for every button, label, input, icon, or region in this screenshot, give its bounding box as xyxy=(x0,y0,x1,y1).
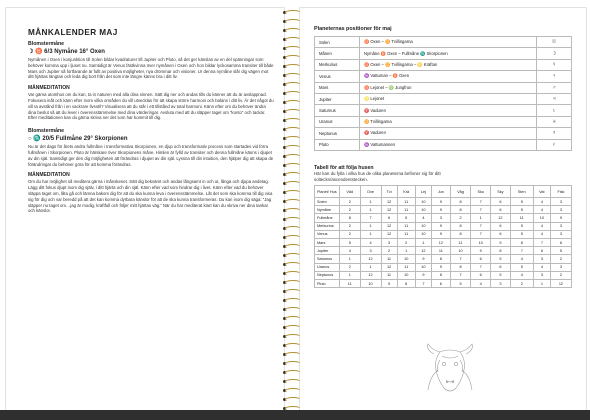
table-cell: 7 xyxy=(471,198,491,206)
table-cell: 12 xyxy=(381,230,397,238)
column-header: Sko xyxy=(471,186,491,198)
table-cell: 9 xyxy=(431,222,450,230)
table-cell: 10 xyxy=(533,214,550,222)
table-cell: 8 xyxy=(450,230,471,238)
table-row xyxy=(315,198,572,206)
table-row xyxy=(315,271,572,279)
moon-date: ☽ ♉ 6/3 Nymåne 16° Oxen xyxy=(28,49,105,55)
table-cell: 6 xyxy=(471,271,491,279)
bull-illustration xyxy=(420,340,480,400)
planet-name: Pluto xyxy=(315,139,360,150)
position-row xyxy=(315,128,572,139)
planet-name: Jupiter xyxy=(315,93,360,104)
position-row xyxy=(315,71,572,82)
table-cell: 5 xyxy=(491,255,510,263)
position-row xyxy=(315,48,572,59)
table-cell: 3 xyxy=(550,206,571,214)
column-header: Oxe xyxy=(360,186,381,198)
table-cell: 11 xyxy=(510,214,533,222)
table-cell: 9 xyxy=(491,239,510,247)
table-cell: 7 xyxy=(415,279,431,287)
table-cell: 1 xyxy=(360,206,381,214)
table-cell: 11 xyxy=(397,263,415,271)
table-cell: 2 xyxy=(450,214,471,222)
table-cell: 2 xyxy=(510,279,533,287)
table-row xyxy=(315,230,572,238)
table-cell: 1 xyxy=(360,222,381,230)
table-cell: 5 xyxy=(550,247,571,255)
planet-position: ♈ Vaduren xyxy=(360,128,537,139)
planet-position: ♊ Tvillingarna xyxy=(360,116,537,127)
row-label: Fullmåne xyxy=(315,214,340,222)
planet-position: ♈ Vaduren xyxy=(360,105,537,116)
table-cell: 3 xyxy=(491,279,510,287)
table-cell: 3 xyxy=(431,214,450,222)
table-cell: 12 xyxy=(381,222,397,230)
table-cell: 6 xyxy=(431,279,450,287)
table-cell: 3 xyxy=(533,255,550,263)
table-cell: 11 xyxy=(397,206,415,214)
table-cell: 2 xyxy=(397,239,415,247)
planet-symbol-icon: ♂ xyxy=(537,82,572,93)
table-cell: 8 xyxy=(431,271,450,279)
table-cell: 3 xyxy=(550,230,571,238)
planet-symbol-icon: ☉ xyxy=(537,37,572,48)
table-cell: 5 xyxy=(510,263,533,271)
row-label: Saturnus xyxy=(315,255,340,263)
table-cell: 11 xyxy=(431,247,450,255)
table-cell: 8 xyxy=(397,279,415,287)
row-label: Nymåne xyxy=(315,206,340,214)
table-cell: 12 xyxy=(381,263,397,271)
table-cell: 11 xyxy=(397,230,415,238)
table-cell: 4 xyxy=(471,279,491,287)
position-row xyxy=(315,139,572,150)
table-cell: 11 xyxy=(450,239,471,247)
table-cell: 12 xyxy=(550,279,571,287)
row-label: Solen xyxy=(315,198,340,206)
table-cell: 12 xyxy=(491,214,510,222)
column-header: Våg xyxy=(450,186,471,198)
table-cell: 10 xyxy=(397,255,415,263)
table-cell: 9 xyxy=(381,279,397,287)
table-row xyxy=(315,206,572,214)
column-header: Vat xyxy=(533,186,550,198)
table-cell: 1 xyxy=(471,214,491,222)
table-cell: 2 xyxy=(340,198,361,206)
table-cell: 6 xyxy=(491,222,510,230)
table-cell: 3 xyxy=(550,263,571,271)
table-cell: 5 xyxy=(491,271,510,279)
table-cell: 12 xyxy=(431,239,450,247)
table-cell: 1 xyxy=(360,230,381,238)
row-label: Venus xyxy=(315,230,340,238)
table-cell: 5 xyxy=(397,214,415,222)
planet-position: ♌ Lejonet xyxy=(360,93,537,104)
table-cell: 10 xyxy=(415,222,431,230)
table-cell: 6 xyxy=(533,247,550,255)
planet-symbol-icon: ♇ xyxy=(537,139,572,150)
table-cell: 8 xyxy=(450,206,471,214)
meditation-text: Om du har möjlighet så meditera gärna i månskenet. Sätt dig bekvämt och andas långsamt in och ut, långa och djupa andetag. Lägg ditt fokus djupt inom dig själv, i ditt hjärta och din själ. Känn efter vad som hindrar dig i livet. Känn efter vad du behöver släppa taget om, låta gå och lämna bakom dig för att du ska kunna leva i överensstämmelse. Låt det som ska komma till dig visa sig för dig och var beredd på att det kan komma dyrbara känslor för att de ska kunna transformeras. Du kan inom dig säga: ”Jag släpper nu taget om…jag är modig, kraftfull och följer mitt hjärtas väg.” När du har mediterat klart kan du skriva ner dina tankar och känslor. xyxy=(28,179,273,214)
position-row xyxy=(315,93,572,104)
planet-symbol-icon: ☿ xyxy=(537,59,572,70)
table-cell: 5 xyxy=(510,230,533,238)
table-cell: 6 xyxy=(381,214,397,222)
table-cell: 4 xyxy=(533,198,550,206)
table-cell: 7 xyxy=(533,239,550,247)
table-cell: 7 xyxy=(471,263,491,271)
table-row xyxy=(315,279,572,287)
table-cell: 10 xyxy=(450,247,471,255)
table-cell: 2 xyxy=(550,271,571,279)
table-cell: 4 xyxy=(533,206,550,214)
table-cell: 7 xyxy=(450,271,471,279)
table-cell: 12 xyxy=(381,206,397,214)
table-cell: 10 xyxy=(471,239,491,247)
table-cell: 4 xyxy=(533,222,550,230)
table-cell: 1 xyxy=(360,263,381,271)
table-row xyxy=(315,222,572,230)
positions-table xyxy=(314,36,572,151)
meditation-heading: MÅNMEDITATION xyxy=(28,172,70,179)
table-cell: 8 xyxy=(450,198,471,206)
column-header: Krä xyxy=(397,186,415,198)
page-title: MÅNKALENDER MAJ xyxy=(28,28,118,37)
planet-symbol-icon: ☽ xyxy=(537,48,572,59)
position-row xyxy=(315,116,572,127)
table-cell: 3 xyxy=(550,198,571,206)
table-cell: 11 xyxy=(381,271,397,279)
table-cell: 4 xyxy=(533,263,550,271)
planet-position: ♒ Vattumannen xyxy=(360,139,537,150)
house-table-header xyxy=(315,186,572,198)
table-cell: 11 xyxy=(397,198,415,206)
table-cell: 6 xyxy=(491,206,510,214)
section-body: Nymånen i Oxen i konjunktion till Solen bildar kvadraturer till Jupiter och Pluto, så det ger känslan av en del spänningar som behöver komma upp i ljuset nu. Samtidigt är Venus fästkvinna över nymånen i Oxen och hon bildar lyckosamma transiter till både Mars och Jupiter så fortfarande är fullt av positiva möjligheter, nya drömmar och visioner. Ur denna nymåne slår dig vägen mot ditt hjärtas längtan och leda dig bort från det som inte längre känns bra i ditt liv. xyxy=(28,57,274,80)
table-cell: 10 xyxy=(415,198,431,206)
planet-position: ♉ Lejonet – ♍ Jungfrun xyxy=(360,82,537,93)
planet-position: ♉ Oxen – ♊ Tvillingarna xyxy=(360,37,537,48)
table-cell: 5 xyxy=(510,206,533,214)
table-cell: 2 xyxy=(340,263,361,271)
column-header: Sky xyxy=(491,186,510,198)
left-page xyxy=(6,8,284,410)
table-cell: 1 xyxy=(415,239,431,247)
section-heading: Blomstermåne xyxy=(28,128,65,135)
table-cell: 9 xyxy=(431,198,450,206)
table-cell: 4 xyxy=(510,271,533,279)
table-cell: 7 xyxy=(450,255,471,263)
table-cell: 1 xyxy=(360,198,381,206)
column-header: Tvi xyxy=(381,186,397,198)
table-cell: 11 xyxy=(340,279,361,287)
table-cell: 9 xyxy=(431,206,450,214)
table-cell: 9 xyxy=(471,247,491,255)
row-label: Mars xyxy=(315,239,340,247)
section-heading: Blomstermåne xyxy=(28,41,65,47)
table-cell: 3 xyxy=(533,271,550,279)
desk-edge xyxy=(0,410,590,420)
planet-symbol-icon: ♅ xyxy=(537,116,572,127)
table-cell: 5 xyxy=(450,279,471,287)
column-header: Fisk xyxy=(550,186,571,198)
table-cell: 5 xyxy=(510,198,533,206)
table-cell: 2 xyxy=(550,255,571,263)
table-cell: 11 xyxy=(397,222,415,230)
table-cell: 6 xyxy=(491,198,510,206)
table-cell: 8 xyxy=(510,239,533,247)
table-row xyxy=(315,239,572,247)
house-table-description: Här kan du fylla i vilka hus de olika planeterna befinner sig för ditt solteckn/ascendentstecken. xyxy=(314,170,441,182)
table-cell: 6 xyxy=(491,263,510,271)
right-page xyxy=(300,8,586,410)
table-row xyxy=(315,214,572,222)
table-cell: 12 xyxy=(360,255,381,263)
table-cell: 7 xyxy=(471,222,491,230)
left-page-content xyxy=(28,28,274,216)
table-cell: 8 xyxy=(431,255,450,263)
planet-symbol-icon: ♄ xyxy=(537,105,572,116)
planet-position: ♒ Vattuman – ♉ Oxen xyxy=(360,71,537,82)
planet-symbol-icon: ♃ xyxy=(537,93,572,104)
table-cell: 10 xyxy=(415,206,431,214)
table-cell: 4 xyxy=(360,239,381,247)
table-cell: 2 xyxy=(340,222,361,230)
table-cell: 5 xyxy=(510,222,533,230)
table-cell: 4 xyxy=(510,255,533,263)
table-row xyxy=(315,247,572,255)
planet-name: Merkurius xyxy=(315,59,360,70)
table-cell: 8 xyxy=(450,222,471,230)
position-row xyxy=(315,59,572,70)
table-cell: 8 xyxy=(340,214,361,222)
row-label: Jupiter xyxy=(315,247,340,255)
section-body: Nu är det dags för årets andra fullmåne i transformativa Skorpionen, en djup och transformativ process som startades vid förra fullmånen i Skorpionen. Pluto är härskare över Skorpionens måne. Himlen är fylld av transiter och denna fullmåne känns i djupet av din själ. Samtidigt ger den dig möjligheten att förändras i djupet av din själ. Lyssna till din intuition, den hjälper dig att skapa de förändringar du behöver göra för att komma förändras. xyxy=(28,144,274,167)
position-row xyxy=(315,37,572,48)
position-row xyxy=(315,105,572,116)
planet-name: Saturnus xyxy=(315,105,360,116)
table-cell: 11 xyxy=(381,255,397,263)
table-cell: 1 xyxy=(340,255,361,263)
table-cell: 3 xyxy=(550,222,571,230)
table-cell: 4 xyxy=(415,214,431,222)
header-label: Planet/ Hus xyxy=(315,186,340,198)
moon-date: ○ ♏ 20/5 Fullmåne 29° Skorpionen xyxy=(28,136,128,143)
table-cell: 2 xyxy=(381,247,397,255)
table-cell: 3 xyxy=(360,247,381,255)
planet-name: Solen xyxy=(315,37,360,48)
table-row xyxy=(315,255,572,263)
table-cell: 10 xyxy=(397,271,415,279)
table-cell: 6 xyxy=(550,239,571,247)
house-table xyxy=(314,185,572,288)
table-cell: 1 xyxy=(340,271,361,279)
table-cell: 4 xyxy=(533,230,550,238)
house-section xyxy=(314,165,572,288)
table-cell: 9 xyxy=(550,214,571,222)
table-cell: 7 xyxy=(510,247,533,255)
table-cell: 3 xyxy=(381,239,397,247)
positions-title: Planeternas positioner för maj xyxy=(314,26,392,32)
planet-position: ♉ Oxen – ♊ Tvillingarna – ♋ Kräftan xyxy=(360,59,537,70)
table-cell: 7 xyxy=(471,206,491,214)
table-cell: 8 xyxy=(491,247,510,255)
table-cell: 12 xyxy=(360,271,381,279)
table-cell: 1 xyxy=(397,247,415,255)
column-header: Jun xyxy=(431,186,450,198)
planet-name: Mars xyxy=(315,82,360,93)
planet-symbol-icon: ♀ xyxy=(537,71,572,82)
column-header: Väd xyxy=(340,186,361,198)
planet-symbol-icon: ♆ xyxy=(537,128,572,139)
table-cell: 9 xyxy=(415,255,431,263)
table-cell: 7 xyxy=(471,230,491,238)
table-cell: 2 xyxy=(340,206,361,214)
table-cell: 7 xyxy=(360,214,381,222)
planet-name: Månen xyxy=(315,48,360,59)
column-header: Lej xyxy=(415,186,431,198)
row-label: Uranus xyxy=(315,263,340,271)
table-cell: 1 xyxy=(533,279,550,287)
table-row xyxy=(315,263,572,271)
row-label: Pluto xyxy=(315,279,340,287)
planet-name: Neptunus xyxy=(315,128,360,139)
table-cell: 5 xyxy=(340,239,361,247)
house-table-title: Tabell för att följa husen xyxy=(314,164,374,171)
column-header: Sten xyxy=(510,186,533,198)
table-cell: 10 xyxy=(360,279,381,287)
planet-name: Venus xyxy=(315,71,360,82)
table-cell: 6 xyxy=(491,230,510,238)
position-row xyxy=(315,82,572,93)
table-cell: 9 xyxy=(415,271,431,279)
table-cell: 4 xyxy=(340,247,361,255)
planet-name: Uranus xyxy=(315,116,360,127)
table-cell: 10 xyxy=(415,230,431,238)
row-label: Merkurius xyxy=(315,222,340,230)
table-cell: 10 xyxy=(415,263,431,271)
table-cell: 9 xyxy=(431,263,450,271)
row-label: Neptunus xyxy=(315,271,340,279)
planet-position: Nymåne ♉ Oxen – Fullmåne ♏ Skorpionen xyxy=(360,48,537,59)
right-page-content xyxy=(314,26,572,288)
table-cell: 6 xyxy=(471,255,491,263)
table-cell: 12 xyxy=(381,198,397,206)
table-cell: 8 xyxy=(450,263,471,271)
meditation-text: Var gärna utomhus om du kan, ta in naturen med alla dina sinnen. Sätt dig ner och andas tills du känner att du är avslappnad. Fokusera inåt och känn efter inom vilka områden du vill utvecklas för att skapa större harmoni och balans i ditt liv. Är det något du vill ta avstånd från i en vackrare livsstil? Visualisera att du står i ett tillstånd av total harmoni. Känn efter om du behöver ändra dina beslut så att du lever i överensstämmelse med dina värderingar. Avsluta med att du släpper taget om ”konto” och tackar. Efter meditationen kan du gärna skriva ner det som har kommit till dig. xyxy=(28,92,274,121)
table-cell: 2 xyxy=(340,230,361,238)
table-cell: 12 xyxy=(415,247,431,255)
meditation-heading: MÅNMEDITATION xyxy=(28,85,70,92)
table-cell: 9 xyxy=(431,230,450,238)
